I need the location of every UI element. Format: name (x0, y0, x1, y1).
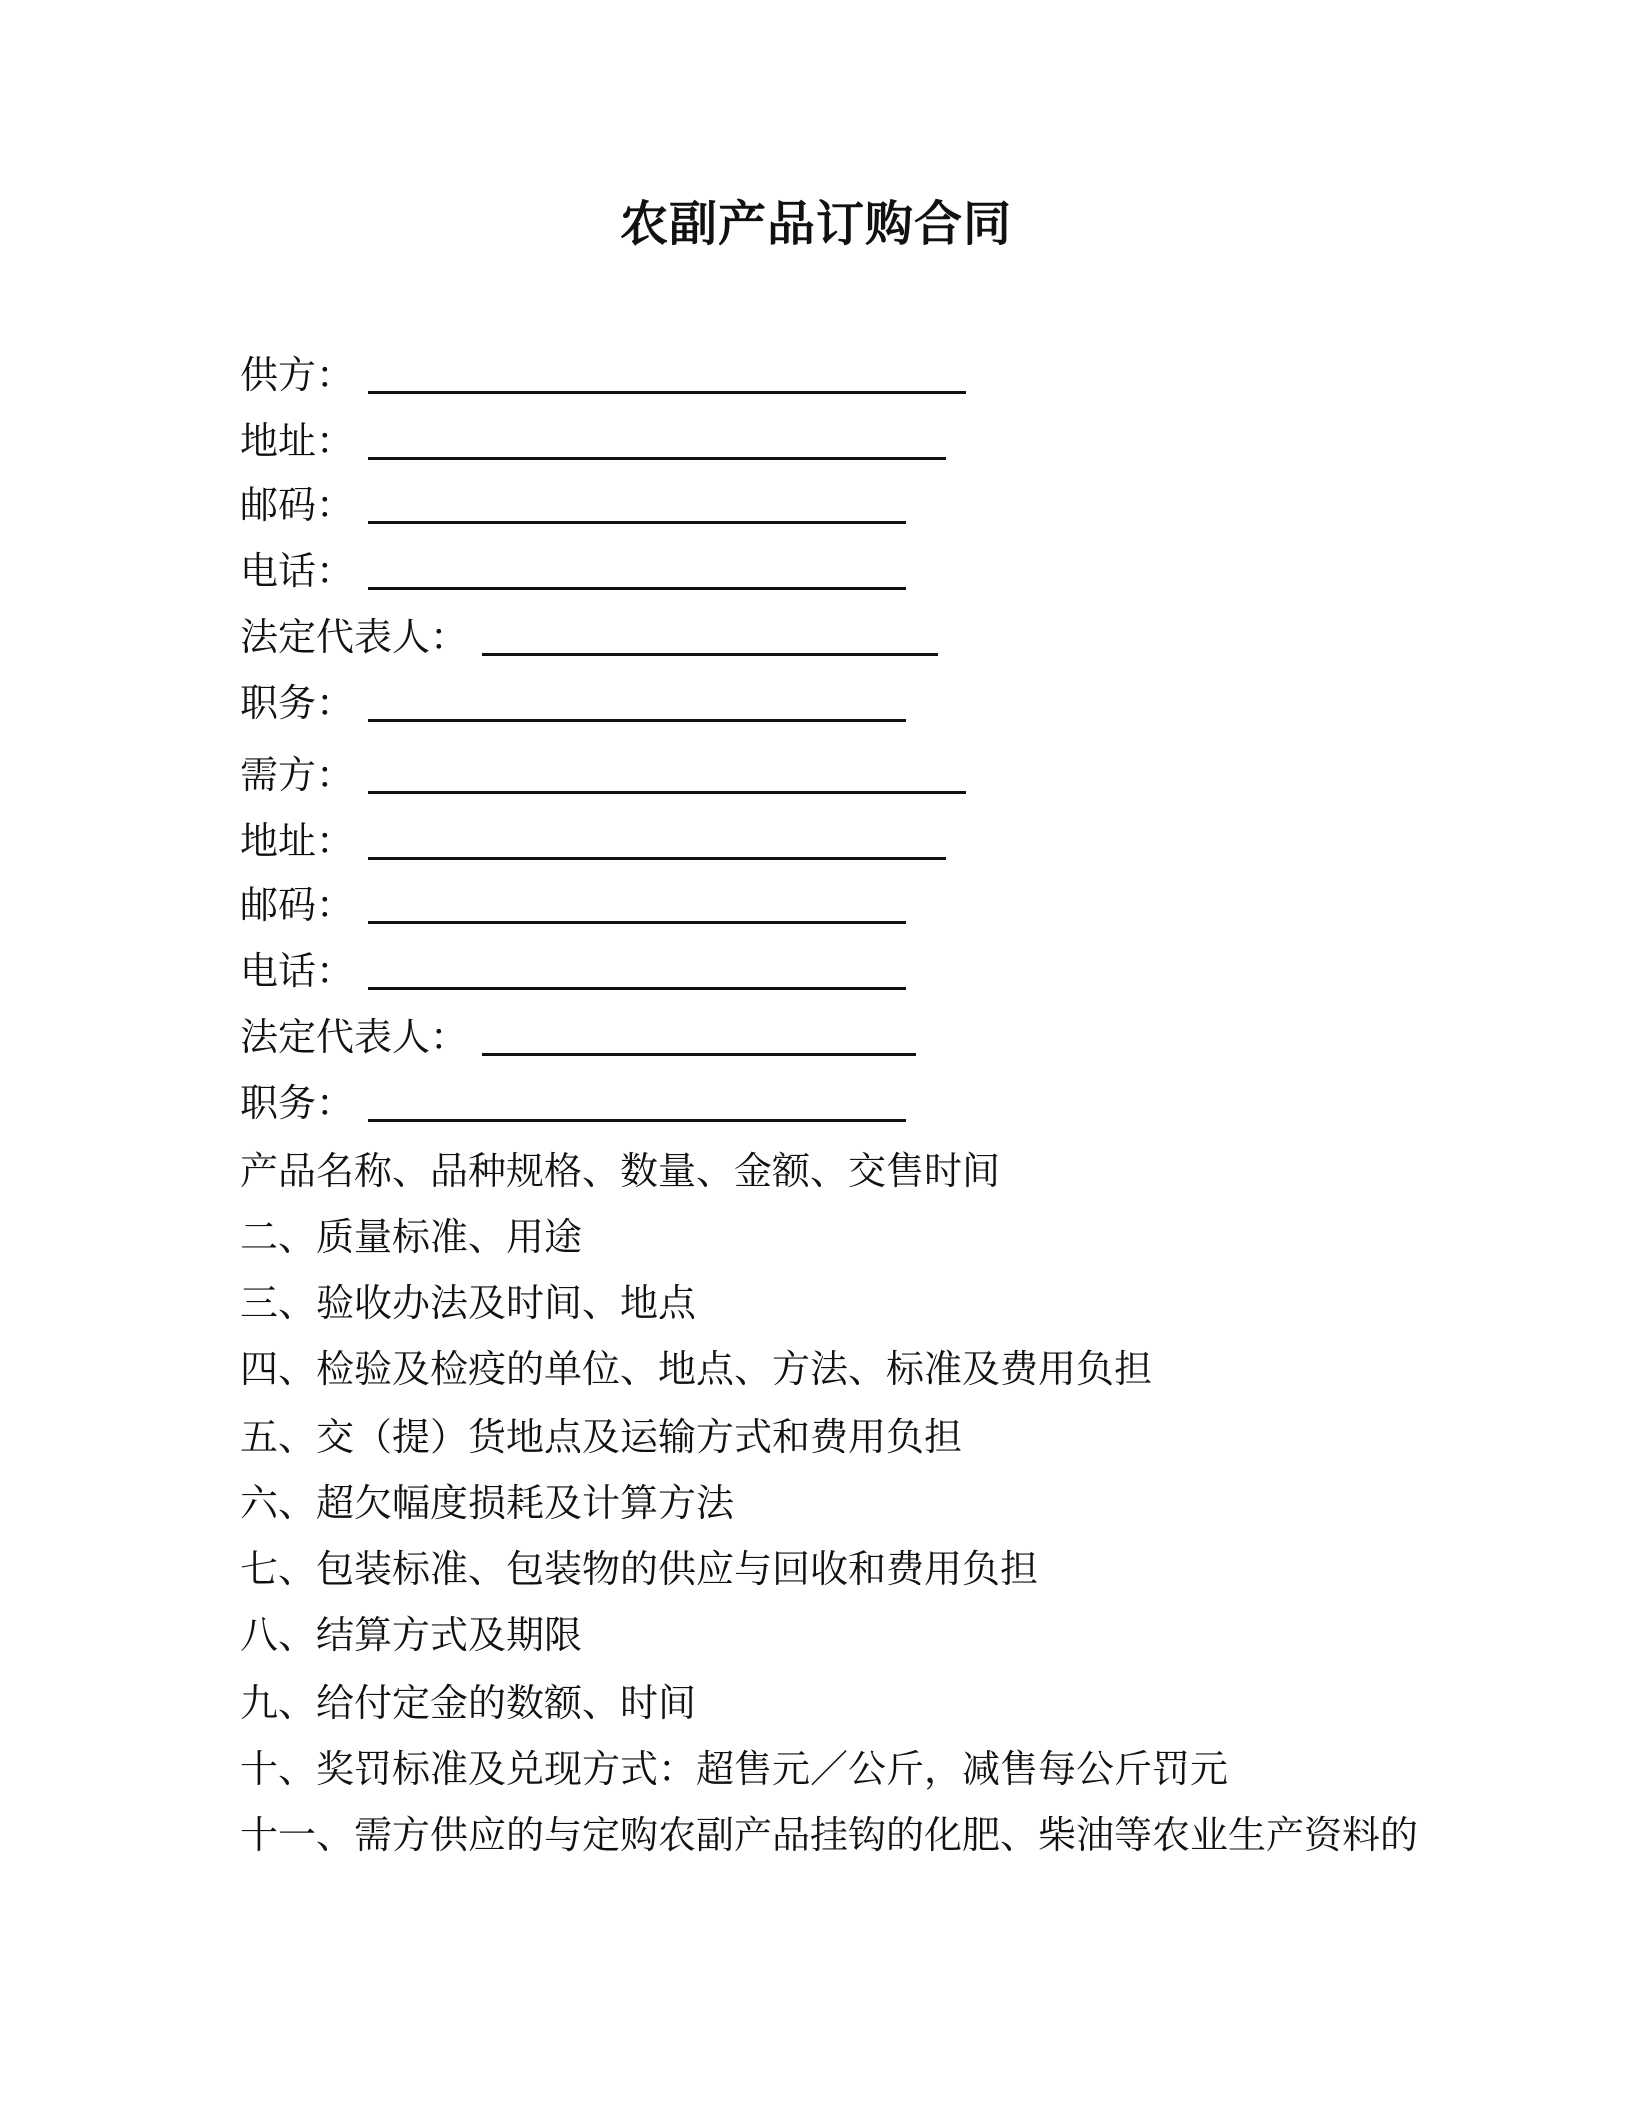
field-label: 邮码： (240, 883, 355, 927)
fill-in-blank[interactable] (368, 921, 906, 924)
field-label: 职务： (240, 681, 355, 725)
supplier-address-row (240, 416, 946, 466)
field-label: 电话： (240, 549, 355, 593)
supplier-postcode-row (240, 480, 906, 530)
fill-in-blank[interactable] (368, 1119, 906, 1122)
field-label: 地址： (240, 819, 355, 863)
clause-2: 二、质量标准、用途 (240, 1215, 583, 1259)
fill-in-blank[interactable] (368, 587, 906, 590)
fill-in-blank[interactable] (368, 521, 906, 524)
clause-3: 三、验收办法及时间、地点 (240, 1281, 697, 1325)
buyer-position-row (240, 1078, 906, 1128)
buyer-address-row (240, 816, 946, 866)
fill-in-blank[interactable] (368, 391, 966, 394)
fill-in-blank[interactable] (368, 987, 906, 990)
clause-11: 十一、需方供应的与定购农副产品挂钩的化肥、柴油等农业生产资料的 (240, 1813, 1419, 1857)
clause-1: 产品名称、品种规格、数量、金额、交售时间 (240, 1149, 1001, 1193)
clause-5: 五、交（提）货地点及运输方式和费用负担 (240, 1415, 963, 1459)
field-label: 电话： (240, 949, 355, 993)
supplier-position-row (240, 678, 906, 728)
fill-in-blank[interactable] (368, 791, 966, 794)
fill-in-blank[interactable] (482, 653, 938, 656)
clause-6: 六、超欠幅度损耗及计算方法 (240, 1481, 735, 1525)
clause-9: 九、给付定金的数额、时间 (240, 1681, 697, 1725)
fill-in-blank[interactable] (482, 1053, 916, 1056)
field-label: 地址： (240, 419, 355, 463)
clause-4: 四、检验及检疫的单位、地点、方法、标准及费用负担 (240, 1347, 1153, 1391)
field-label: 法定代表人： (240, 1015, 469, 1059)
supplier-name-row (240, 350, 966, 400)
field-label: 邮码： (240, 483, 355, 527)
clause-8: 八、结算方式及期限 (240, 1613, 583, 1657)
buyer-name-row (240, 750, 966, 800)
supplier-phone-row (240, 546, 906, 596)
clause-7: 七、包装标准、包装物的供应与回收和费用负担 (240, 1547, 1039, 1591)
buyer-legal-rep-row (240, 1012, 916, 1062)
fill-in-blank[interactable] (368, 457, 946, 460)
field-label: 供方： (240, 353, 355, 397)
field-label: 法定代表人： (240, 615, 469, 659)
buyer-postcode-row (240, 880, 906, 930)
field-label: 需方： (240, 753, 355, 797)
field-label: 职务： (240, 1081, 355, 1125)
supplier-legal-rep-row (240, 612, 938, 662)
page-title: 农副产品订购合同 (619, 196, 1012, 252)
buyer-phone-row (240, 946, 906, 996)
fill-in-blank[interactable] (368, 719, 906, 722)
clause-10: 十、奖罚标准及兑现方式：超售元／公斤，减售每公斤罚元 (240, 1747, 1229, 1791)
fill-in-blank[interactable] (368, 857, 946, 860)
